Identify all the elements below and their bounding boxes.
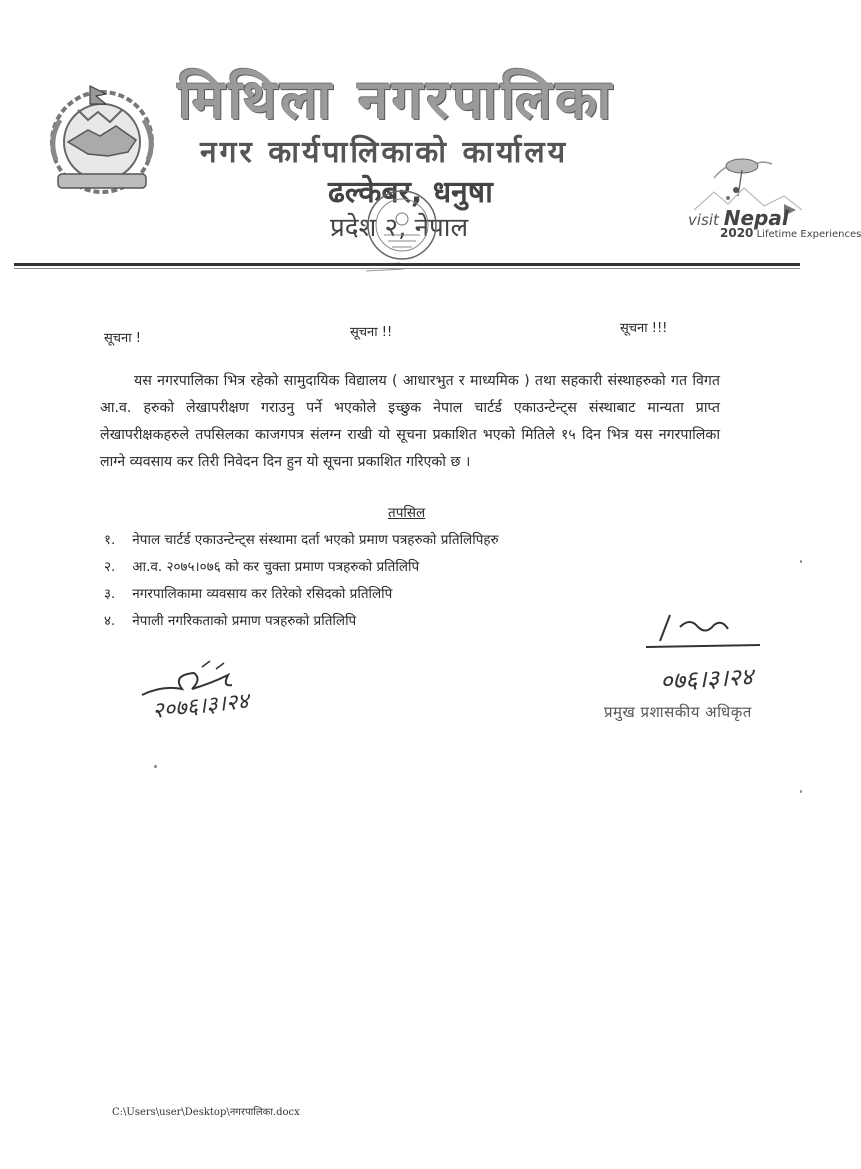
location-title: ढल्केबर, धनुषा <box>328 175 493 210</box>
municipality-title: मिथिला नगरपालिका <box>178 68 616 131</box>
visit-year-number: 2020 <box>720 226 754 240</box>
list-item <box>104 582 664 609</box>
officer-title: प्रमुख प्रशासकीय अधिकृत <box>604 703 752 721</box>
visit-word: visit <box>688 211 719 229</box>
details-heading: तपसिल <box>388 505 426 521</box>
list-item-text: नेपाली नगरिकताको प्रमाण पत्रहरुको प्रतिलिपि <box>132 613 357 629</box>
nepal-word: Nepal <box>723 206 789 230</box>
list-item-text: नगरपालिकामा व्यवसाय कर तिरेको रसिदको प्रतिलिपि <box>132 586 393 602</box>
notice-paragraph: यस नगरपालिका भित्र रहेको सामुदायिक विद्यालय ( आधारभुत र माध्यमिक ) तथा सहकारी संस्थाहरुको गत विगत आ.व. हरुको लेखापरीक्षण गराउनु पर्ने भएकोले इच्छुक नेपाल चार्टर्ड एकाउन्टेन्ट्स संस्थाबाट मान्यता प्राप्त लेखापरीक्षकहरुले तपसिलका काजगपत्र संलग्न राखी यो सूचना प्रकाशित भएको मितिले १५ दिन भित्र यस नगरपालिका लाग्ने व्यवसाय कर तिरी निवेदन दिन हुन यो सूचना प्रकाशित गरिएको छ । <box>100 373 720 470</box>
scan-speck <box>800 790 802 793</box>
requirements-list <box>104 528 664 636</box>
scan-speck <box>800 560 802 563</box>
left-signature-date: २०७६।३।२४ <box>151 689 250 724</box>
right-signature-date: ०७६।३।२४ <box>659 662 754 696</box>
list-item <box>104 609 664 636</box>
footer-file-path: C:\Users\user\Desktop\नगरपालिका.docx <box>112 1107 300 1118</box>
office-stamp-icon <box>344 185 444 275</box>
right-signature-icon <box>640 605 780 655</box>
list-item <box>104 528 664 555</box>
office-title: नगर कार्यपालिकाको कार्यालय <box>200 135 569 170</box>
notice-header-3: सूचना !!! <box>620 321 668 336</box>
list-item-number: ३. <box>104 586 116 602</box>
notice-header-2: सूचना !! <box>350 325 393 340</box>
nepal-emblem-icon <box>38 80 166 198</box>
visit-tagline: Lifetime Experiences <box>756 229 861 240</box>
list-item-number: ४. <box>104 613 116 629</box>
letterhead-divider <box>14 263 800 266</box>
list-item-number: २. <box>104 559 116 575</box>
letterhead-divider-thin <box>14 268 800 269</box>
visit-nepal-year <box>720 226 861 240</box>
list-item-text: नेपाल चार्टर्ड एकाउन्टेन्ट्स संस्थामा दर्ता भएको प्रमाण पत्रहरुको प्रतिलिपिहरु <box>132 532 499 548</box>
scan-speck <box>154 765 157 768</box>
list-item-text: आ.व. २०७५।०७६ को कर चुक्ता प्रमाण पत्रहरुको प्रतिलिपि <box>132 559 420 575</box>
list-item <box>104 555 664 582</box>
notice-header-1: सूचना ! <box>104 331 141 346</box>
list-item-number: १. <box>104 532 116 548</box>
province-title: प्रदेश २, नेपाल <box>330 213 469 243</box>
